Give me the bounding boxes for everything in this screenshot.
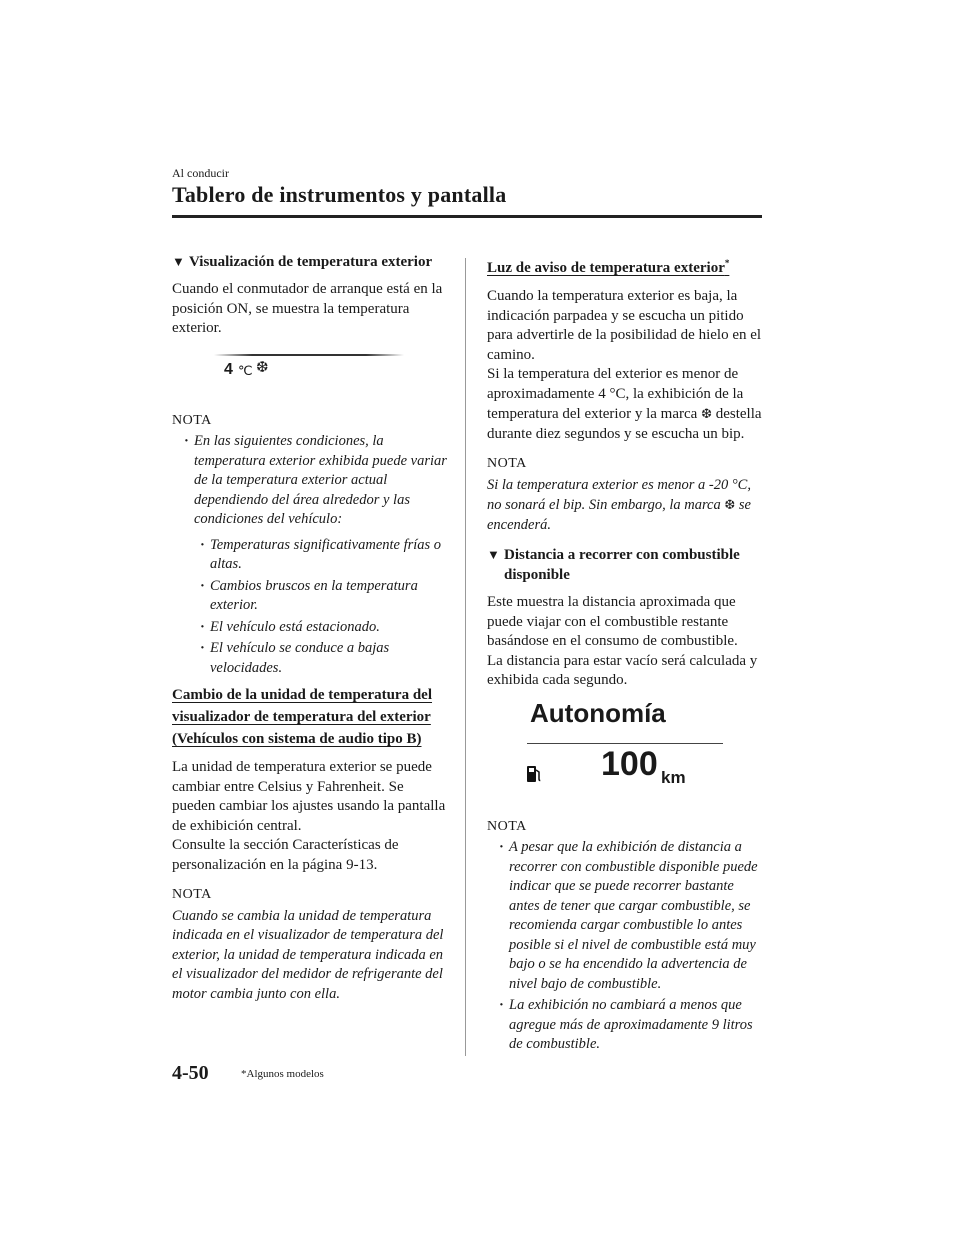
fuel-pump-icon (526, 765, 542, 783)
page-number: 4-50 (172, 1062, 209, 1084)
temperature-value: 4 (224, 360, 233, 378)
paragraph: Cuando el conmutador de arranque está en la posición ON, se muestra la temperatura exterior. (172, 281, 443, 336)
column-divider (465, 258, 466, 1056)
list-item: · Temperaturas significativamente frías o altas. (198, 536, 450, 575)
footnote: *Algunos modelos (241, 1068, 324, 1080)
heading-distance-to-empty: ▼ Distancia a recorrer con combustible disponible (487, 547, 740, 583)
range-value: 100 (601, 744, 658, 783)
paragraph: Si la temperatura del exterior es menor de aproximadamente 4 °C, la exhibición de la temperatura del exterior y la marca ❆ destella durante diez segundos y se escucha un bip. (487, 366, 762, 442)
temperature-display-illustration (172, 349, 450, 401)
right-column (487, 252, 762, 1061)
note-list (182, 432, 450, 530)
heading-outside-temperature: ▼ Visualización de temperatura exterior (172, 254, 433, 270)
heading-outside-temperature-warning: Luz de aviso de temperatura exterior* (487, 258, 730, 276)
note-title: NOTA (487, 456, 527, 471)
list-item: · Cambios bruscos en la temperatura exterior. (198, 577, 450, 616)
list-item: · En las siguientes condiciones, la temperatura exterior exhibida puede variar de la temperatura exterior actual dependiendo del área alrededor y las condiciones del vehículo: (182, 432, 450, 530)
display-rule (214, 354, 404, 356)
snowflake-icon: ❆ (256, 359, 269, 376)
celsius-unit: ℃ (238, 362, 253, 378)
range-unit: km (661, 767, 686, 787)
note-title: NOTA (487, 818, 527, 834)
range-title: Autonomía (530, 697, 666, 728)
note-title: NOTA (172, 887, 212, 902)
page-title: Tablero de instrumentos y pantalla (172, 182, 507, 207)
paragraph: Este muestra la distancia aproximada que puede viajar con el combustible restante basándose en el consumo de combustible. (487, 594, 738, 649)
paragraph: La unidad de temperatura exterior se puede cambiar entre Celsius y Fahrenheit. Se pueden cambiar los ajustes usando la pantalla de exhibición central. (172, 759, 446, 834)
left-column (172, 252, 450, 1014)
display-rule (527, 743, 723, 744)
paragraph: Cuando la temperatura exterior es baja, la indicación parpadea y se escucha un pitido para advertirle de la posibilidad de hielo en el camino. (487, 288, 762, 363)
snowflake-icon: ❆ (701, 406, 712, 421)
snowflake-icon: ❆ (724, 497, 736, 512)
note-text: Cuando se cambia la unidad de temperatura indicada en el visualizador de temperatura del exterior, la unidad de temperatura indicada en el visualizador del medidor de refrigerante del motor cambia junto con ella. (172, 907, 444, 1002)
note-sublist (198, 536, 450, 679)
list-item: · A pesar que la exhibición de distancia a recorrer con combustible disponible puede indicar que se puede recorrer bastante antes de tener que cargar combustible, se recomienda cargar combustible lo antes posible si el nivel de combustible está muy bajo o se ha encendido la advertencia de nivel bajo de combustible. (497, 838, 762, 994)
list-item: · El vehículo se conduce a bajas velocidades. (198, 639, 450, 678)
list-item: · El vehículo está estacionado. (198, 618, 450, 638)
footnote-marker: * (724, 258, 730, 268)
title-rule (172, 215, 762, 218)
note-list (497, 838, 762, 1055)
heading-temperature-unit-change: Cambio de la unidad de temperatura del visualizador de temperatura del exterior (Vehículos con sistema de audio tipo B) (172, 687, 433, 747)
list-item: · La exhibición no cambiará a menos que agregue más de aproximadamente 9 litros de combustible. (497, 996, 762, 1055)
section-label: Al conducir (172, 166, 229, 180)
paragraph: Consulte la sección Características de personalización en la página 9-13. (172, 837, 399, 873)
triangle-marker-icon: ▼ (172, 254, 185, 269)
paragraph: La distancia para estar vacío será calculada y exhibida cada segundo. (487, 652, 758, 688)
range-display-illustration (487, 697, 762, 811)
note-text: Si la temperatura exterior es menor a -20 °C, no sonará el bip. Sin embargo, la marca ❆ se encenderá. (487, 476, 751, 533)
triangle-marker-icon: ▼ (487, 547, 500, 562)
note-title: NOTA (172, 412, 212, 428)
